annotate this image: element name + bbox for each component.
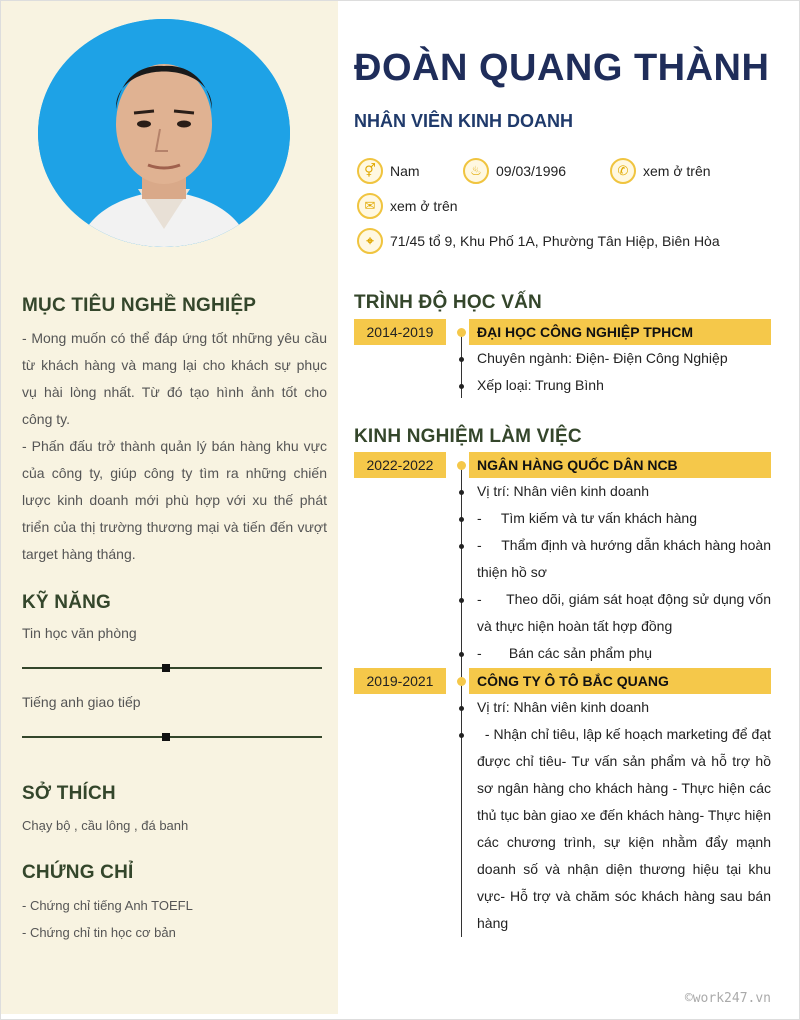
cake-icon: ♨ (463, 158, 489, 184)
info-phone (610, 158, 711, 184)
timeline-dot (457, 677, 466, 686)
objective-heading: MỤC TIÊU NGHỀ NGHIỆP (22, 295, 257, 316)
company-name: NGÂN HÀNG QUỐC DÂN NCB (469, 452, 771, 478)
certificate-item: - Chứng chỉ tiếng Anh TOEFL (22, 898, 193, 913)
info-address (357, 228, 720, 254)
job-title: NHÂN VIÊN KINH DOANH (354, 111, 574, 131)
mail-icon: ✉ (357, 193, 383, 219)
timeline-dot (459, 544, 464, 549)
experience-heading: KINH NGHIỆM LÀM VIỆC (354, 426, 582, 447)
candidate-name: ĐOÀN QUANG THÀNH (354, 47, 770, 89)
job-date: 2019-2021 (354, 668, 446, 694)
timeline-dot (459, 733, 464, 738)
skill-level-marker (162, 733, 170, 741)
certificates-heading: CHỨNG CHỈ (22, 862, 134, 883)
timeline-dot (459, 490, 464, 495)
gender-icon: ⚥ (357, 158, 383, 184)
education-rank: Xếp loại: Trung Bình (477, 377, 604, 393)
timeline-dot (459, 384, 464, 389)
location-icon: ⌖ (357, 228, 383, 254)
birthday-value: 09/03/1996 (496, 163, 567, 179)
skills-heading: KỸ NĂNG (22, 592, 112, 613)
job-duty: - Theo dõi, giám sát hoạt động sử dụng vốn và thực hiện hoàn tất hợp đồng (477, 591, 775, 634)
objective-text (22, 325, 327, 568)
job-duty: - Nhận chỉ tiêu, lập kế hoạch marketing để đạt được chỉ tiêu- Tư vấn sản phẩm và hỗ trợ hồ sơ ngân hàng cho khách hàng - Thực hiện các thủ tục bàn giao xe đến khách hàng- Thực hiện các chương trình, sự kiện nhằm đẩy mạnh doanh số và nhận diện thương hiệu tại khu vực- Hỗ trợ và chăm sóc khách hàng sau bán hàng (477, 726, 775, 931)
info-email (357, 193, 458, 219)
sidebar (1, 1, 338, 1014)
email-value: xem ở trên (390, 198, 458, 214)
skill-label: Tiếng anh giao tiếp (22, 694, 141, 710)
info-gender (357, 158, 420, 184)
hobbies-heading: SỞ THÍCH (22, 783, 116, 804)
timeline-dot (459, 706, 464, 711)
phone-icon: ✆ (610, 158, 636, 184)
timeline-dot (459, 517, 464, 522)
timeline-dot (457, 461, 466, 470)
company-name: CÔNG TY Ô TÔ BẮC QUANG (469, 668, 771, 694)
job-position: Vị trí: Nhân viên kinh doanh (477, 699, 649, 715)
education-major: Chuyên ngành: Điện- Điện Công Nghiệp (477, 350, 728, 366)
skill-bar (22, 667, 322, 669)
job-duty: - Bán các sản phẩm phụ (477, 645, 653, 661)
skill-label: Tin học văn phòng (22, 625, 137, 641)
avatar (38, 19, 290, 247)
timeline-dot (459, 598, 464, 603)
hobbies-text: Chạy bộ , cầu lông , đá banh (22, 818, 189, 833)
school-name: ĐẠI HỌC CÔNG NGHIỆP TPHCM (469, 319, 771, 345)
timeline-dot (459, 652, 464, 657)
job-duty: - Thẩm định và hướng dẫn khách hàng hoàn thiện hồ sơ (477, 537, 775, 580)
certificate-item: - Chứng chỉ tin học cơ bản (22, 925, 176, 940)
timeline-line (461, 464, 462, 937)
phone-value: xem ở trên (643, 163, 711, 179)
education-date: 2014-2019 (354, 319, 446, 345)
objective-paragraph: - Phấn đấu trở thành quản lý bán hàng khu vực của công ty, giúp công ty tìm ra những chiến lược kinh doanh mới phù hợp với xu thế phát triển của thị trường thương mại và tiến đến vượt target hàng tháng. (22, 438, 327, 562)
timeline-dot (459, 357, 464, 362)
skill-bar (22, 736, 322, 738)
gender-value: Nam (390, 163, 420, 179)
job-date: 2022-2022 (354, 452, 446, 478)
objective-paragraph: - Mong muốn có thể đáp ứng tốt những yêu cầu từ khách hàng và mang lại cho khách sự phục vụ hài lòng nhất. Từ đó tạo hình ảnh tốt cho công ty. (22, 330, 327, 427)
job-duty: - Tìm kiếm và tư vấn khách hàng (477, 510, 697, 526)
education-heading: TRÌNH ĐỘ HỌC VẤN (354, 292, 542, 313)
skill-level-marker (162, 664, 170, 672)
address-value: 71/45 tổ 9, Khu Phố 1A, Phường Tân Hiệp, Biên Hòa (390, 233, 720, 249)
job-position: Vị trí: Nhân viên kinh doanh (477, 483, 649, 499)
timeline-dot (457, 328, 466, 337)
info-birthday (463, 158, 566, 184)
watermark: ©work247.vn (684, 991, 771, 1006)
